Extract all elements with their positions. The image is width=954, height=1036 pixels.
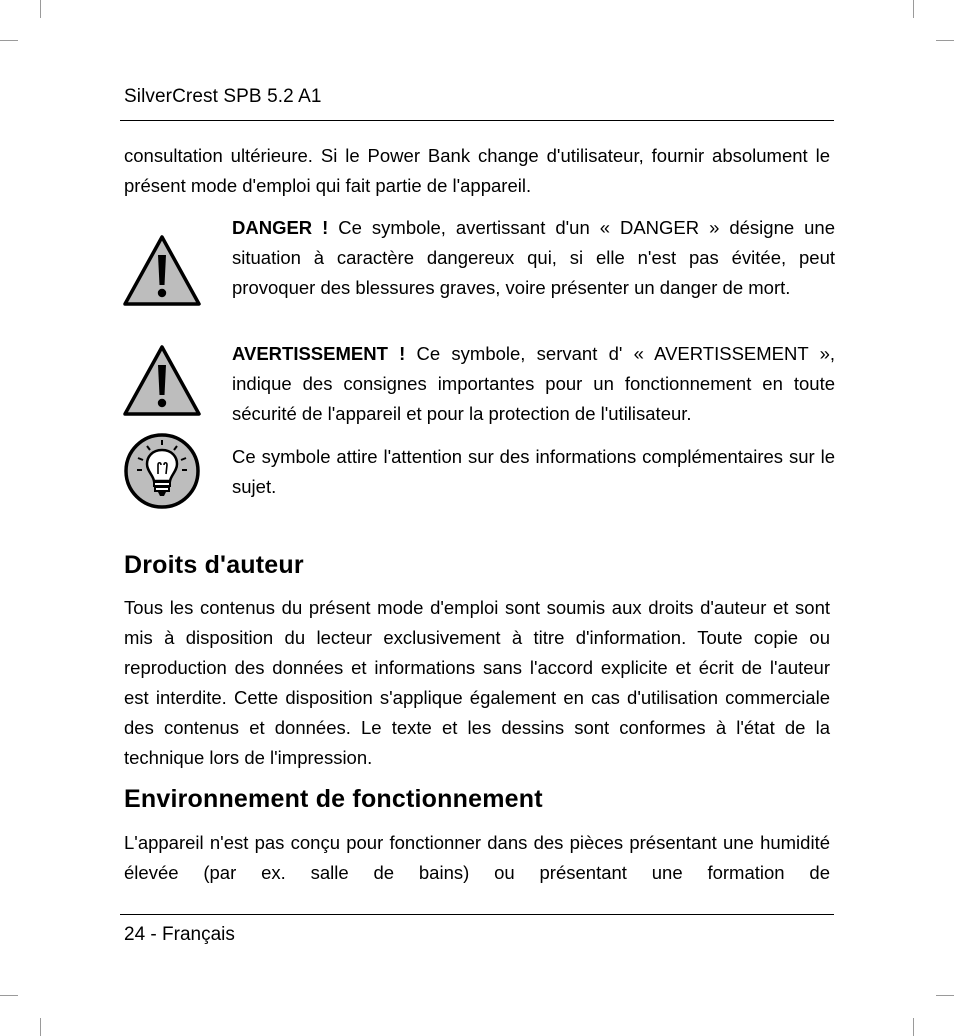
crop-mark: [0, 40, 18, 41]
warning-label: AVERTISSEMENT !: [232, 343, 406, 364]
crop-mark: [40, 1018, 41, 1036]
danger-warning-triangle-icon: [123, 235, 201, 306]
crop-mark: [936, 40, 954, 41]
crop-mark: [913, 1018, 914, 1036]
crop-mark: [40, 0, 41, 18]
warning-triangle-icon: [123, 345, 201, 416]
section-heading-copyright: Droits d'auteur: [124, 551, 304, 579]
intro-paragraph: consultation ultérieure. Si le Power Bank change d'utilisateur, fournir absolument le présent mode d'emploi qui fait partie de l'appareil.: [124, 145, 830, 196]
crop-mark: [913, 0, 914, 18]
environment-paragraph: L'appareil n'est pas conçu pour fonctionner dans des pièces présentant une humidité élevée (par ex. salle de bains) ou présentant une formation de: [124, 832, 830, 883]
copyright-paragraph: Tous les contenus du présent mode d'emploi sont soumis aux droits d'auteur et sont mis à disposition du lecteur exclusivement à titre d'information. Toute copie ou reproduction des données et informations sans l'accord explicite et écrit de l'auteur est interdite. Cette disposition s'applique également en cas d'utilisation commerciale des contenus et données. Le texte et les dessins sont conformes à l'état de la technique lors de l'impression.: [124, 597, 830, 768]
warning-text: Ce symbole, servant d' « AVERTISSEMENT », indique des consignes importantes pour un fonctionnement en toute sécurité de l'appareil et pour la protection de l'utilisateur.: [232, 343, 835, 424]
crop-mark: [936, 995, 954, 996]
crop-mark: [0, 995, 18, 996]
section-heading-environment: Environnement de fonctionnement: [124, 785, 543, 813]
danger-text: Ce symbole, avertissant d'un « DANGER » désigne une situation à caractère dangereux qui, si elle n'est pas évitée, peut provoquer des blessures graves, voire présenter un danger de mort.: [232, 217, 835, 298]
page-number: 24 - Français: [124, 924, 235, 945]
danger-label: DANGER !: [232, 217, 329, 238]
running-header: SilverCrest SPB 5.2 A1: [124, 86, 322, 107]
info-description: Ce symbole attire l'attention sur des informations complémentaires sur le sujet.: [232, 446, 835, 497]
warning-description: [232, 339, 835, 429]
danger-description: [232, 213, 835, 303]
footer-rule: [120, 914, 834, 915]
lightbulb-info-icon: [123, 432, 201, 510]
header-rule: [120, 120, 834, 121]
